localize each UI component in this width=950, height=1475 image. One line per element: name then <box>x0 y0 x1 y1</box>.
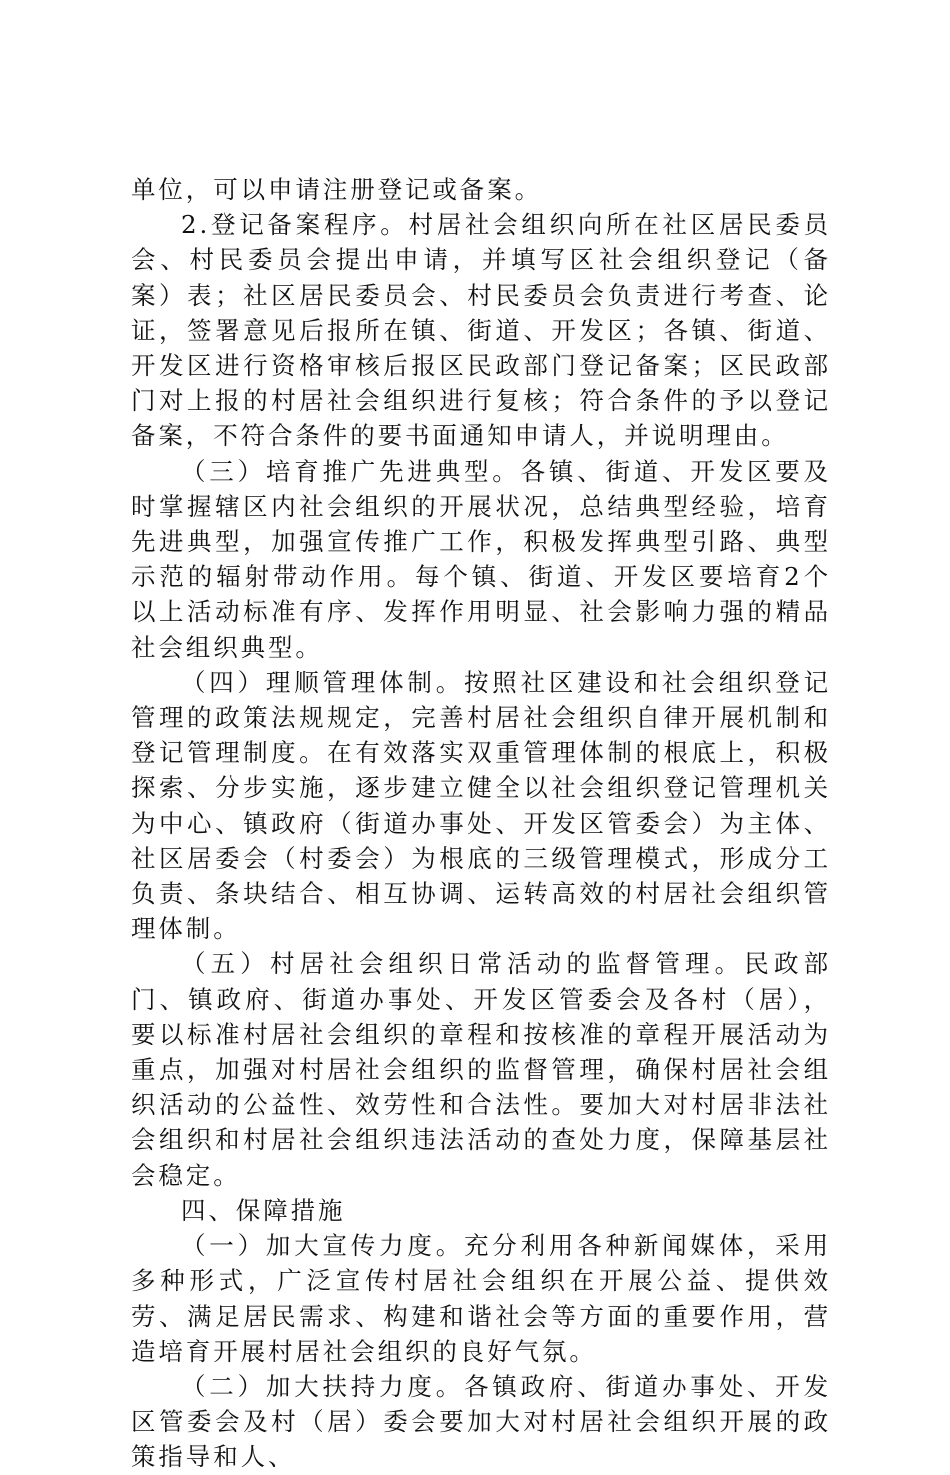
paragraph-7: （二）加大扶持力度。各镇政府、街道办事处、开发区管委会及村（居）委会要加大对村居社会组织开展的政策指导和人、 <box>131 1371 831 1472</box>
paragraph-3: （三）培育推广先进典型。各镇、街道、开发区要及时掌握辖区内社会组织的开展状况，总结典型经验，培育先进典型，加强宣传推广工作，积极发挥典型引路、典型示范的辐射带动作用。每个镇、街道、开发区要培育2个以上活动标准有序、发挥作用明显、社会影响力强的精品社会组织典型。 <box>131 456 831 662</box>
paragraph-2: 2.登记备案程序。村居社会组织向所在社区居民委员会、村民委员会提出申请，并填写区社会组织登记（备案）表；社区居民委员会、村民委员会负责进行考查、论证，签署意见后报所在镇、街道、开发区；各镇、街道、开发区进行资格审核后报区民政部门登记备案；区民政部门对上报的村居社会组织进行复核；符合条件的予以登记备案，不符合条件的要书面通知申请人，并说明理由。 <box>131 210 831 451</box>
paragraph-1: 单位，可以申请注册登记或备案。 <box>131 175 542 204</box>
paragraph-5: （五）村居社会组织日常活动的监督管理。民政部门、镇政府、街道办事处、开发区管委会及各村（居），要以标准村居社会组织的章程和按核准的章程开展活动为重点，加强对村居社会组织的监督管理，确保村居社会组织活动的公益性、效劳性和合法性。要加大对村居非法社会组织和村居社会组织违法活动的查处力度，保障基层社会稳定。 <box>131 949 831 1190</box>
paragraph-4: （四）理顺管理体制。按照社区建设和社会组织登记管理的政策法规规定，完善村居社会组织自律开展机制和登记管理制度。在有效落实双重管理体制的根底上，积极探索、分步实施，逐步建立健全以社会组织登记管理机关为中心、镇政府（街道办事处、开发区管委会）为主体、社区居委会（村委会）为根底的三级管理模式，形成分工负责、条块结合、相互协调、运转高效的村居社会组织管理体制。 <box>131 667 831 944</box>
document-body <box>131 172 831 1475</box>
section-heading: 四、保障措施 <box>181 1195 346 1225</box>
paragraph-6: （一）加大宣传力度。充分利用各种新闻媒体，采用多种形式，广泛宣传村居社会组织在开展公益、提供效劳、满足居民需求、构建和谐社会等方面的重要作用，营造培育开展村居社会组织的良好气氛。 <box>131 1231 831 1366</box>
